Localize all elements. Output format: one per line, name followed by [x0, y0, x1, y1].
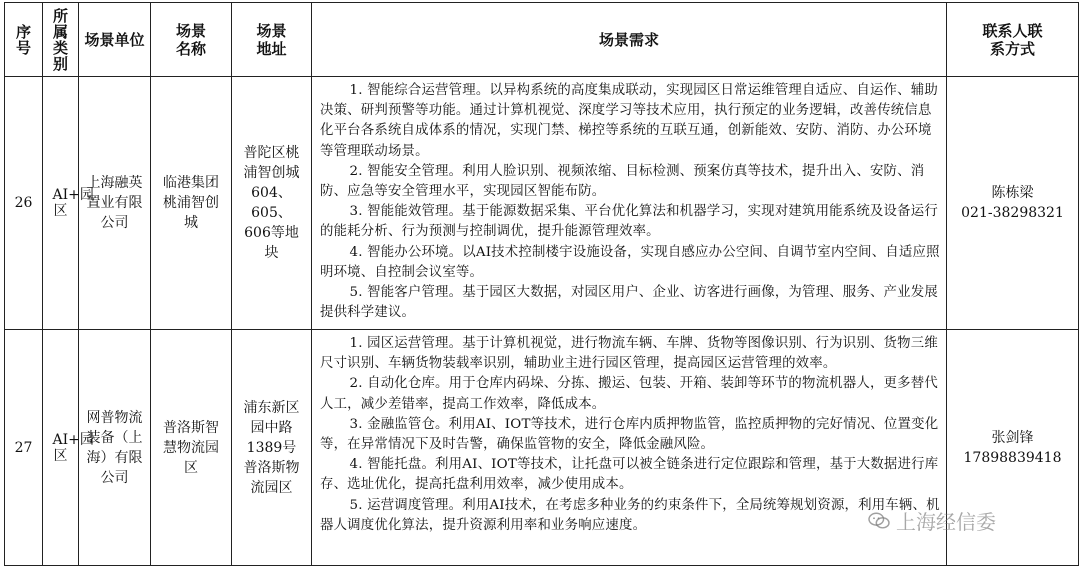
header-category: 所属类别	[43, 3, 79, 77]
row-seq: 26	[5, 77, 43, 330]
header-needs: 场景需求	[312, 3, 947, 77]
need-item: 1. 园区运营管理。基于计算机视觉，进行物流车辆、车牌、货物等图像识别、行为识别、货物三维尺寸识别、车辆货物装载率识别，辅助业主进行园区管理，提高园区运营管理的效率。	[320, 336, 938, 372]
need-item: 3. 金融监管仓。利用AI、IOT等技术，进行仓库内质押物监管，监控质押物的完好情况、位置变化等，在异常情况下及时告警，确保监管物的安全，降低金融风险。	[320, 416, 939, 453]
need-item: 4. 智能托盘。利用AI、IOT等技术，让托盘可以被全链条进行定位跟踪和管理，基于大数据进行库存、选址优化，提高托盘利用效率，减少使用成本。	[320, 457, 939, 493]
row-address: 浦东新区园中路1389号普洛斯物流园区	[232, 330, 312, 566]
row-category: AI+园区	[43, 77, 79, 330]
row-name: 临港集团桃浦智创城	[151, 77, 232, 330]
need-item: 2. 智能安全管理。利用人脸识别、视频浓缩、目标检测、预案仿真等技术，提升出入、安防、消防、应急等安全管理水平，实现园区智能布防。	[320, 163, 925, 200]
header-seq: 序号	[5, 3, 43, 77]
need-item: 5. 智能客户管理。基于园区大数据，对园区用户、企业、访客进行画像，为管理、服务、产业发展提供科学建议。	[320, 285, 938, 321]
row-needs	[312, 330, 947, 566]
need-item: 1. 智能综合运营管理。以异构系统的高度集成联动，实现园区日常运维管理自适应、自运作、辅助决策、研判预警等功能。通过计算机视觉、深度学习等技术应用，执行预定的业务逻辑，改善传统信息化平台各系统自成体系的情况，实现门禁、梯控等系统的互联互通，创新能效、安防、消防、办公环境等管理联动场景。	[320, 83, 938, 159]
watermark	[868, 506, 996, 535]
row-name: 普洛斯智慧物流园区	[151, 330, 232, 566]
row-category: AI+园区	[43, 330, 79, 566]
contact-name: 张剑锋	[991, 429, 1034, 446]
header-row	[5, 3, 1079, 77]
wechat-icon	[868, 511, 890, 531]
header-unit: 场景单位	[79, 3, 151, 77]
row-contact	[947, 77, 1079, 330]
contact-phone: 17898839418	[963, 449, 1062, 466]
table-row	[5, 77, 1079, 330]
header-address: 场景地址	[232, 3, 312, 77]
row-unit: 上海融英置业有限公司	[79, 77, 151, 330]
contact-phone: 021-38298321	[961, 205, 1064, 221]
header-name: 场景名称	[151, 3, 232, 77]
watermark-text: 上海经信委	[896, 510, 996, 534]
need-item: 3. 智能能效管理。基于能源数据采集、平台优化算法和机器学习，实现对建筑用能系统及设备运行的能耗分析、行为预测与控制调优，提升能源管理效率。	[320, 204, 938, 240]
header-contact: 联系人联系方式	[947, 3, 1079, 77]
row-address: 普陀区桃浦智创城604、605、606等地块	[232, 77, 312, 330]
scenario-table	[4, 2, 1079, 566]
need-item: 5. 运营调度管理。利用AI技术，在考虑多种业务的约束条件下，全局统筹规划资源，利用车辆、机器人调度优化算法，提升资源利用率和业务响应速度。	[320, 497, 940, 533]
row-seq: 27	[5, 330, 43, 566]
need-item: 4. 智能办公环境。以AI技术控制楼宇设施设备，实现自感应办公空间、自调节室内空间、自适应照明环境、自控制会议室等。	[320, 244, 940, 280]
contact-name: 陈栋梁	[991, 185, 1034, 201]
row-needs	[312, 77, 947, 330]
row-unit: 网普物流装备（上海）有限公司	[79, 330, 151, 566]
need-item: 2. 自动化仓库。用于仓库内码垛、分拣、搬运、包装、开箱、装卸等环节的物流机器人，更多替代人工，减少差错率，提高工作效率，降低成本。	[320, 376, 938, 412]
